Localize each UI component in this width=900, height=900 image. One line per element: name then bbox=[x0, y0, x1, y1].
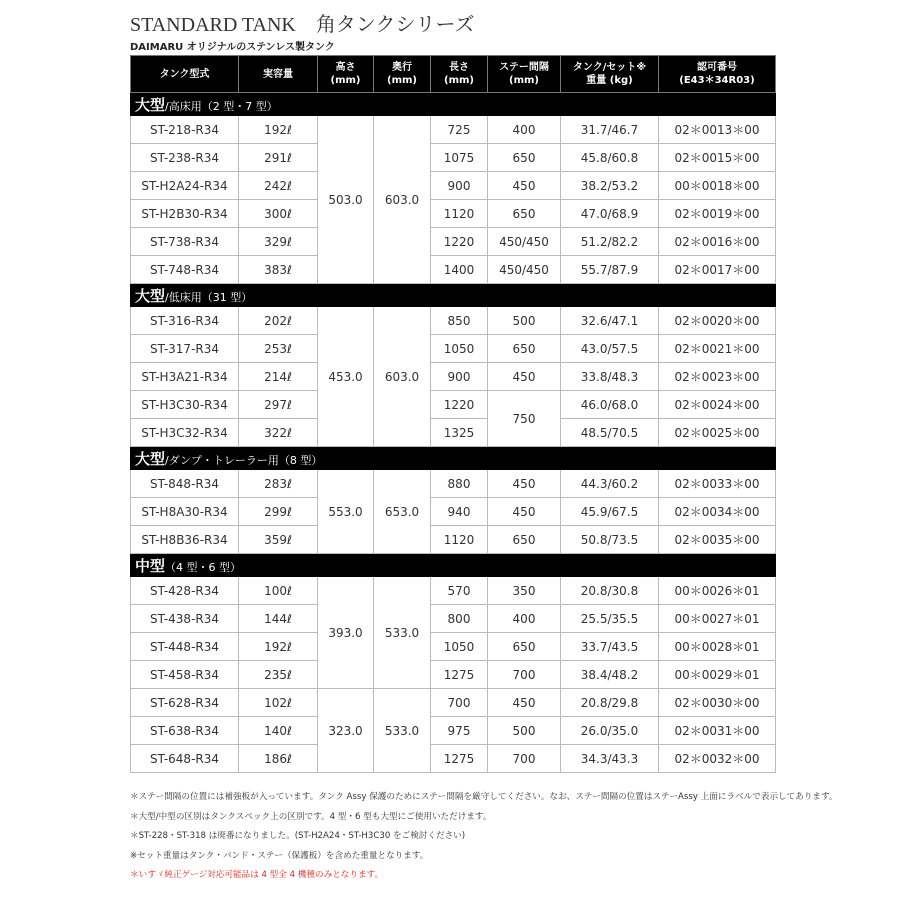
cell-approval: 00＊0028＊01 bbox=[659, 633, 776, 661]
cell-capacity: 214ℓ bbox=[239, 363, 318, 391]
cell-stay: 500 bbox=[488, 717, 561, 745]
column-header bbox=[431, 56, 488, 93]
table-row bbox=[131, 498, 776, 526]
cell-model: ST-H3C30-R34 bbox=[131, 391, 239, 419]
cell-weight: 20.8/29.8 bbox=[561, 689, 659, 717]
table-row bbox=[131, 391, 776, 419]
cell-length: 1325 bbox=[431, 419, 488, 447]
cell-depth: 533.0 bbox=[374, 689, 431, 773]
footnote: ＊大型/中型の区別はタンクスペック上の区別です。4 型・6 型も大型にご使用いただけます。 bbox=[130, 811, 492, 822]
footnote: ＊ステー間隔の位置には補強板が入っています。タンク Assy 保護のためにステー間隔を厳守してください。なお、ステー間隔の位置はステーAssy 上面にラベルで表示してあります。 bbox=[130, 792, 838, 802]
cell-height: 503.0 bbox=[318, 116, 374, 284]
cell-model: ST-738-R34 bbox=[131, 228, 239, 256]
cell-model: ST-438-R34 bbox=[131, 605, 239, 633]
cell-height: 393.0 bbox=[318, 577, 374, 689]
cell-stay: 650 bbox=[488, 633, 561, 661]
cell-length: 1275 bbox=[431, 745, 488, 773]
section-header-row bbox=[131, 447, 776, 470]
cell-weight: 31.7/46.7 bbox=[561, 116, 659, 144]
cell-approval: 02＊0019＊00 bbox=[659, 200, 776, 228]
column-header-label: 奥行 bbox=[392, 62, 412, 73]
cell-capacity: 186ℓ bbox=[239, 745, 318, 773]
cell-weight: 51.2/82.2 bbox=[561, 228, 659, 256]
section-header-row bbox=[131, 93, 776, 116]
cell-height: 323.0 bbox=[318, 689, 374, 773]
cell-weight: 26.0/35.0 bbox=[561, 717, 659, 745]
column-header bbox=[561, 56, 659, 93]
footnotes bbox=[130, 788, 838, 886]
cell-approval: 02＊0020＊00 bbox=[659, 307, 776, 335]
cell-approval: 02＊0030＊00 bbox=[659, 689, 776, 717]
cell-weight: 43.0/57.5 bbox=[561, 335, 659, 363]
cell-stay: 500 bbox=[488, 307, 561, 335]
cell-capacity: 202ℓ bbox=[239, 307, 318, 335]
cell-model: ST-H8A30-R34 bbox=[131, 498, 239, 526]
cell-depth: 653.0 bbox=[374, 470, 431, 554]
column-header-label: タンク/セット※ bbox=[572, 62, 647, 73]
section-title: 大型 bbox=[135, 95, 166, 114]
cell-stay: 450/450 bbox=[488, 256, 561, 284]
cell-model: ST-648-R34 bbox=[131, 745, 239, 773]
cell-stay: 700 bbox=[488, 745, 561, 773]
cell-stay: 750 bbox=[488, 391, 561, 447]
cell-approval: 02＊0033＊00 bbox=[659, 470, 776, 498]
cell-capacity: 300ℓ bbox=[239, 200, 318, 228]
cell-approval: 02＊0031＊00 bbox=[659, 717, 776, 745]
cell-model: ST-238-R34 bbox=[131, 144, 239, 172]
table-row bbox=[131, 228, 776, 256]
cell-approval: 00＊0026＊01 bbox=[659, 577, 776, 605]
cell-approval: 00＊0027＊01 bbox=[659, 605, 776, 633]
cell-weight: 33.8/48.3 bbox=[561, 363, 659, 391]
cell-length: 1220 bbox=[431, 228, 488, 256]
spec-table bbox=[130, 55, 776, 773]
cell-length: 570 bbox=[431, 577, 488, 605]
table-row bbox=[131, 335, 776, 363]
column-header-label: ステー間隔 bbox=[499, 62, 549, 73]
column-header bbox=[374, 56, 431, 93]
cell-model: ST-448-R34 bbox=[131, 633, 239, 661]
cell-depth: 533.0 bbox=[374, 577, 431, 689]
cell-stay: 450 bbox=[488, 363, 561, 391]
cell-capacity: 140ℓ bbox=[239, 717, 318, 745]
page-title: STANDARD TANK 角タンクシリーズ bbox=[130, 14, 475, 36]
cell-stay: 400 bbox=[488, 605, 561, 633]
table-header-row bbox=[131, 56, 776, 93]
cell-weight: 25.5/35.5 bbox=[561, 605, 659, 633]
cell-model: ST-H3A21-R34 bbox=[131, 363, 239, 391]
cell-capacity: 359ℓ bbox=[239, 526, 318, 554]
cell-approval: 02＊0035＊00 bbox=[659, 526, 776, 554]
cell-length: 800 bbox=[431, 605, 488, 633]
column-header bbox=[239, 56, 318, 93]
cell-capacity: 297ℓ bbox=[239, 391, 318, 419]
table-row bbox=[131, 605, 776, 633]
cell-approval: 02＊0023＊00 bbox=[659, 363, 776, 391]
column-header bbox=[659, 56, 776, 93]
cell-approval: 02＊0024＊00 bbox=[659, 391, 776, 419]
cell-model: ST-638-R34 bbox=[131, 717, 239, 745]
page-subtitle: DAIMARU オリジナルのステンレス製タンク bbox=[130, 42, 335, 53]
section-subtitle: /高床用（2 型・7 型） bbox=[165, 99, 278, 113]
cell-length: 1120 bbox=[431, 200, 488, 228]
column-header-unit: (mm) bbox=[387, 75, 417, 86]
cell-weight: 46.0/68.0 bbox=[561, 391, 659, 419]
cell-height: 453.0 bbox=[318, 307, 374, 447]
cell-height: 553.0 bbox=[318, 470, 374, 554]
cell-stay: 450/450 bbox=[488, 228, 561, 256]
cell-approval: 02＊0016＊00 bbox=[659, 228, 776, 256]
section-subtitle: /ダンプ・トレーラー用（8 型） bbox=[165, 453, 323, 467]
table-row bbox=[131, 745, 776, 773]
cell-model: ST-H2A24-R34 bbox=[131, 172, 239, 200]
cell-weight: 38.2/53.2 bbox=[561, 172, 659, 200]
section-header-row bbox=[131, 284, 776, 307]
table-row bbox=[131, 256, 776, 284]
cell-length: 850 bbox=[431, 307, 488, 335]
cell-length: 700 bbox=[431, 689, 488, 717]
cell-approval: 02＊0017＊00 bbox=[659, 256, 776, 284]
cell-approval: 00＊0029＊01 bbox=[659, 661, 776, 689]
column-header-unit: 重量 (kg) bbox=[586, 75, 633, 86]
cell-depth: 603.0 bbox=[374, 116, 431, 284]
table-row bbox=[131, 144, 776, 172]
table-row bbox=[131, 172, 776, 200]
table-row bbox=[131, 419, 776, 447]
table-row bbox=[131, 661, 776, 689]
cell-model: ST-H3C32-R34 bbox=[131, 419, 239, 447]
section-header bbox=[131, 447, 776, 470]
cell-stay: 450 bbox=[488, 470, 561, 498]
footnote: ＊ST-228・ST-318 は廃番になりました。(ST-H2A24・ST-H3C30 をご検討ください) bbox=[130, 831, 466, 841]
column-header-label: 認可番号 bbox=[697, 62, 737, 73]
cell-approval: 02＊0032＊00 bbox=[659, 745, 776, 773]
cell-model: ST-628-R34 bbox=[131, 689, 239, 717]
cell-length: 900 bbox=[431, 172, 488, 200]
cell-model: ST-317-R34 bbox=[131, 335, 239, 363]
cell-model: ST-848-R34 bbox=[131, 470, 239, 498]
cell-stay: 400 bbox=[488, 116, 561, 144]
section-subtitle: （4 型・6 型） bbox=[165, 560, 242, 574]
cell-capacity: 253ℓ bbox=[239, 335, 318, 363]
section-header bbox=[131, 284, 776, 307]
cell-stay: 650 bbox=[488, 144, 561, 172]
table-row bbox=[131, 633, 776, 661]
cell-capacity: 235ℓ bbox=[239, 661, 318, 689]
table-row bbox=[131, 577, 776, 605]
column-header bbox=[131, 56, 239, 93]
cell-capacity: 100ℓ bbox=[239, 577, 318, 605]
cell-stay: 350 bbox=[488, 577, 561, 605]
cell-length: 1220 bbox=[431, 391, 488, 419]
cell-length: 1400 bbox=[431, 256, 488, 284]
cell-length: 940 bbox=[431, 498, 488, 526]
cell-capacity: 192ℓ bbox=[239, 633, 318, 661]
cell-weight: 32.6/47.1 bbox=[561, 307, 659, 335]
cell-capacity: 329ℓ bbox=[239, 228, 318, 256]
cell-weight: 55.7/87.9 bbox=[561, 256, 659, 284]
section-title: 中型 bbox=[135, 556, 166, 575]
cell-model: ST-H8B36-R34 bbox=[131, 526, 239, 554]
cell-capacity: 291ℓ bbox=[239, 144, 318, 172]
table-row bbox=[131, 363, 776, 391]
column-header-label: 長さ bbox=[449, 62, 469, 73]
cell-model: ST-H2B30-R34 bbox=[131, 200, 239, 228]
cell-capacity: 192ℓ bbox=[239, 116, 318, 144]
cell-weight: 45.9/67.5 bbox=[561, 498, 659, 526]
cell-approval: 02＊0021＊00 bbox=[659, 335, 776, 363]
cell-stay: 650 bbox=[488, 335, 561, 363]
cell-length: 975 bbox=[431, 717, 488, 745]
column-header-unit: (mm) bbox=[444, 75, 474, 86]
column-header-label: 実容量 bbox=[263, 68, 293, 80]
cell-approval: 02＊0025＊00 bbox=[659, 419, 776, 447]
column-header bbox=[488, 56, 561, 93]
table-row bbox=[131, 526, 776, 554]
table-row bbox=[131, 307, 776, 335]
cell-weight: 45.8/60.8 bbox=[561, 144, 659, 172]
cell-length: 900 bbox=[431, 363, 488, 391]
cell-weight: 34.3/43.3 bbox=[561, 745, 659, 773]
cell-length: 725 bbox=[431, 116, 488, 144]
cell-weight: 44.3/60.2 bbox=[561, 470, 659, 498]
column-header-label: 高さ bbox=[335, 62, 356, 73]
cell-capacity: 242ℓ bbox=[239, 172, 318, 200]
cell-capacity: 299ℓ bbox=[239, 498, 318, 526]
cell-stay: 450 bbox=[488, 172, 561, 200]
cell-stay: 650 bbox=[488, 526, 561, 554]
column-header-unit: (mm) bbox=[509, 75, 539, 86]
section-subtitle: /低床用（31 型） bbox=[165, 290, 253, 304]
cell-model: ST-458-R34 bbox=[131, 661, 239, 689]
cell-capacity: 283ℓ bbox=[239, 470, 318, 498]
column-header bbox=[318, 56, 374, 93]
table-row bbox=[131, 116, 776, 144]
section-title: 大型 bbox=[135, 286, 166, 305]
cell-length: 1050 bbox=[431, 633, 488, 661]
column-header-label: タンク型式 bbox=[159, 68, 210, 80]
cell-model: ST-428-R34 bbox=[131, 577, 239, 605]
section-title: 大型 bbox=[135, 449, 166, 468]
cell-stay: 450 bbox=[488, 689, 561, 717]
cell-capacity: 144ℓ bbox=[239, 605, 318, 633]
cell-weight: 48.5/70.5 bbox=[561, 419, 659, 447]
cell-weight: 47.0/68.9 bbox=[561, 200, 659, 228]
cell-length: 1075 bbox=[431, 144, 488, 172]
cell-depth: 603.0 bbox=[374, 307, 431, 447]
column-header-unit: (mm) bbox=[330, 75, 361, 86]
cell-weight: 38.4/48.2 bbox=[561, 661, 659, 689]
cell-length: 1275 bbox=[431, 661, 488, 689]
table-row bbox=[131, 689, 776, 717]
footnote: ＊いすゞ純正ゲージ対応可能品は 4 型全 4 機種のみとなります。 bbox=[130, 870, 384, 880]
cell-model: ST-218-R34 bbox=[131, 116, 239, 144]
footnote: ※セット重量はタンク・バンド・ステー（保護板）を含めた重量となります。 bbox=[130, 850, 429, 861]
cell-model: ST-748-R34 bbox=[131, 256, 239, 284]
cell-approval: 02＊0015＊00 bbox=[659, 144, 776, 172]
cell-stay: 450 bbox=[488, 498, 561, 526]
section-header bbox=[131, 93, 776, 116]
cell-length: 1120 bbox=[431, 526, 488, 554]
cell-approval: 02＊0013＊00 bbox=[659, 116, 776, 144]
cell-capacity: 383ℓ bbox=[239, 256, 318, 284]
column-header-unit: (E43＊34R03) bbox=[679, 75, 755, 86]
section-header bbox=[131, 554, 776, 577]
cell-stay: 700 bbox=[488, 661, 561, 689]
cell-model: ST-316-R34 bbox=[131, 307, 239, 335]
cell-weight: 20.8/30.8 bbox=[561, 577, 659, 605]
cell-length: 1050 bbox=[431, 335, 488, 363]
cell-approval: 02＊0034＊00 bbox=[659, 498, 776, 526]
cell-weight: 33.7/43.5 bbox=[561, 633, 659, 661]
table-row bbox=[131, 717, 776, 745]
cell-weight: 50.8/73.5 bbox=[561, 526, 659, 554]
cell-stay: 650 bbox=[488, 200, 561, 228]
table-row bbox=[131, 200, 776, 228]
section-header-row bbox=[131, 554, 776, 577]
cell-capacity: 322ℓ bbox=[239, 419, 318, 447]
cell-approval: 00＊0018＊00 bbox=[659, 172, 776, 200]
cell-length: 880 bbox=[431, 470, 488, 498]
cell-capacity: 102ℓ bbox=[239, 689, 318, 717]
table-row bbox=[131, 470, 776, 498]
